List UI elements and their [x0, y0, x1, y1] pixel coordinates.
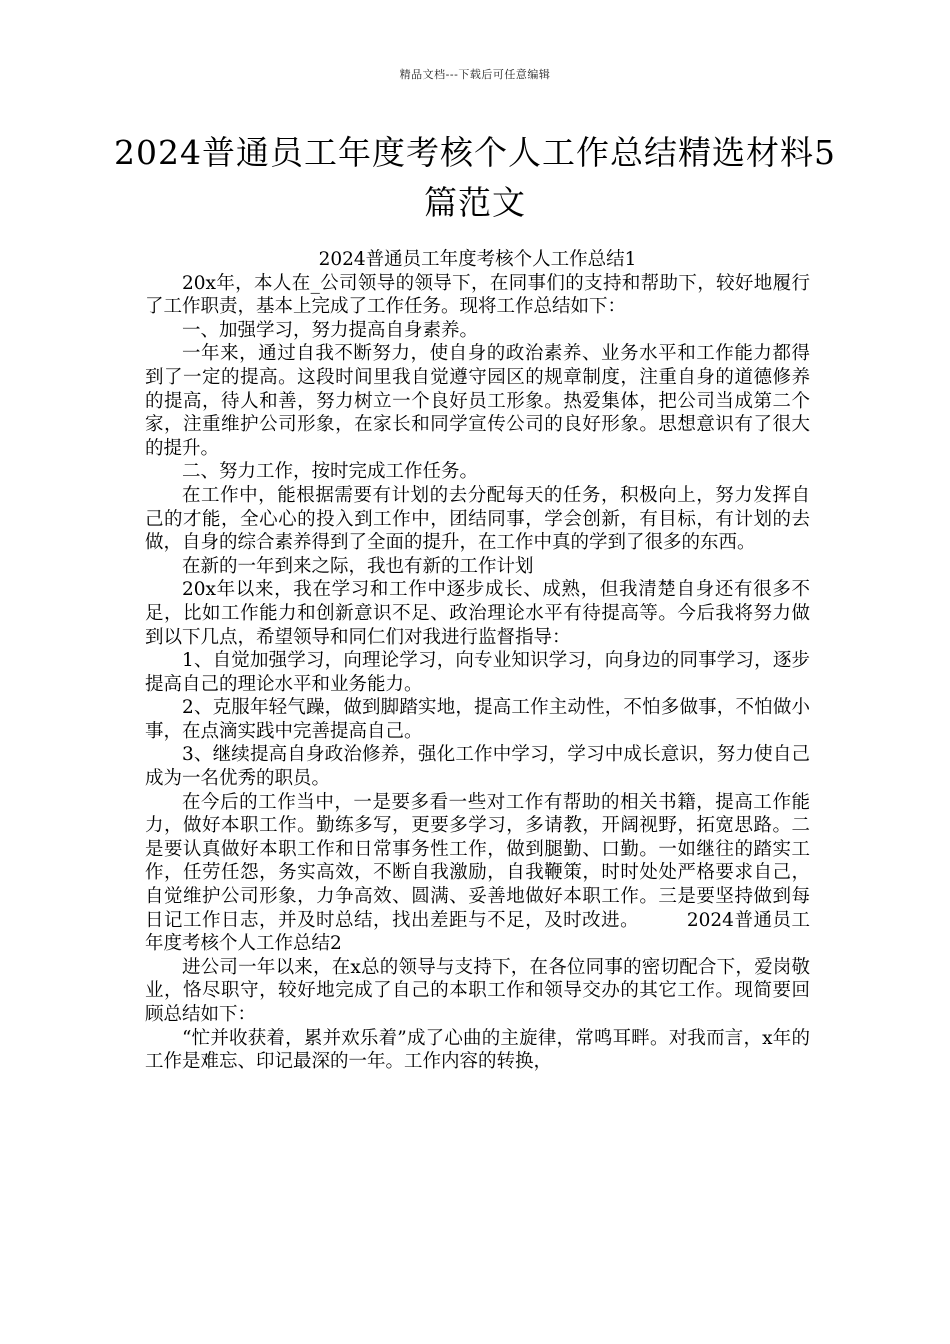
paragraph: 在工作中，能根据需要有计划的去分配每天的任务，积极向上，努力发挥自己的才能，全心心的投入到工作中，团结同事，学会创新，有目标，有计划的去做，自身的综合素养得到了全面的提升，在工作中真的学到了很多的东西。: [145, 484, 810, 554]
paragraph: 一年来，通过自我不断努力，使自身的政治素养、业务水平和工作能力都得到了一定的提高。这段时间里我自觉遵守园区的规章制度，注重自身的道德修养的提高，待人和善，努力树立一个良好员工形象。热爱集体，把公司当成第二个家，注重维护公司形象，在家长和同学宣传公司的良好形象。思想意识有了很大的提升。: [145, 343, 810, 459]
paragraph-text: 在今后的工作当中，一是要多看一些对工作有帮助的相关书籍，提高工作能力，做好本职工作。勤练多写，更要多学习，多请教，开阔视野，拓宽思路。二是要认真做好本职工作和日常事务性工作，做到腿勤、口勤。一如继往的踏实工作，任劳任怨，务实高效，不断自我激励，自我鞭策，时时处处严格要求自己，自觉维护公司形象，力争高效、圆满、妥善地做好本职工作。三是要坚持做到每日记工作日志，并及时总结，找出差距与不足，及时改进。: [145, 791, 810, 931]
paragraph: 20x年，本人在_公司领导的领导下，在同事们的支持和帮助下，较好地履行了工作职责，基本上完成了工作任务。现将工作总结如下：: [145, 272, 810, 318]
page-header-note: 精品文档---下载后可任意编辑: [399, 68, 551, 81]
list-item: 3、继续提高自身政治修养，强化工作中学习，学习中成长意识，努力使自己成为一名优秀的职员。: [145, 744, 810, 790]
list-item: 1、自觉加强学习，向理论学习，向专业知识学习，向身边的同事学习，逐步提高自己的理论水平和业务能力。: [145, 650, 810, 695]
document-body: [145, 248, 810, 1074]
paragraph: 进公司一年以来，在x总的领导与支持下，在各位同事的密切配合下，爱岗敬业，恪尽职守，较好地完成了自己的本职工作和领导交办的其它工作。现简要回顾总结如下：: [145, 956, 810, 1025]
section-1-heading: 2024普通员工年度考核个人工作总结1: [318, 249, 637, 270]
section-2-heading: 2024普通员工年度考核个人工作总结2: [145, 909, 810, 955]
document-title: 2024普通员工年度考核个人工作总结精选材料5篇范文: [114, 133, 836, 222]
paragraph: “忙并收获着，累并欢乐着”成了心曲的主旋律，常鸣耳畔。对我而言，x年的工作是难忘、印记最深的一年。工作内容的转换，: [145, 1027, 810, 1073]
subheading: 二、努力工作，按时完成工作任务。: [182, 461, 479, 483]
paragraph: [145, 791, 810, 956]
paragraph: 在新的一年到来之际，我也有新的工作计划: [182, 555, 534, 577]
subheading: 一、加强学习，努力提高自身素养。: [182, 319, 479, 341]
list-item: 2、克服年轻气躁，做到脚踏实地，提高工作主动性，不怕多做事，不怕做小事，在点滴实践中完善提高自己。: [145, 697, 810, 742]
paragraph: 20x年以来，我在学习和工作中逐步成长、成熟，但我清楚自身还有很多不足，比如工作能力和创新意识不足、政治理论水平有待提高等。今后我将努力做到以下几点，希望领导和同仁们对我进行监督指导：: [145, 579, 810, 648]
